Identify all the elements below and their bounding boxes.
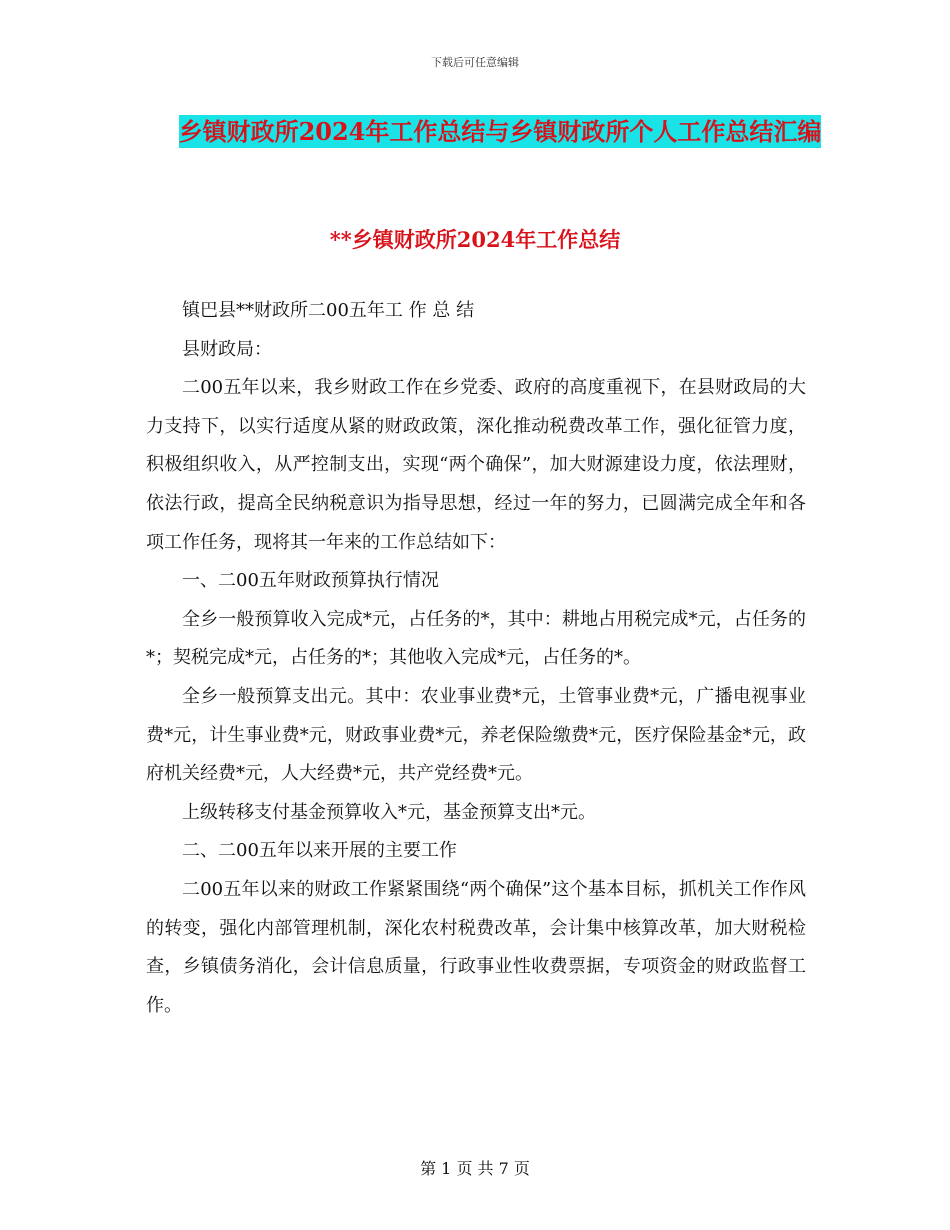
paragraph-heading-2: 二、二00五年以来开展的主要工作 bbox=[182, 840, 457, 862]
paragraph-expenditure: 全乡一般预算支出元。其中：农业事业费*元，土管事业费*元，广播电视事业费*元，计生事业费*元，财政事业费*元，养老保险缴费*元，医疗保险基金*元，政府机关经费*元，人大经费*元，共产党经费*元。 bbox=[146, 685, 806, 785]
body-text bbox=[146, 292, 806, 1025]
document-title bbox=[150, 110, 850, 154]
paragraph-transfer: 上级转移支付基金预算收入*元，基金预算支出*元。 bbox=[182, 801, 596, 823]
paragraph-subtitle: 镇巴县**财政所二00五年工 作 总 结 bbox=[182, 300, 475, 321]
paragraph-main-work: 二00五年以来的财政工作紧紧围绕“两个确保”这个基本目标，抓机关工作作风的转变，强化内部管理机制，深化农村税费改革，会计集中核算改革，加大财税检查，乡镇债务消化，会计信息质量，行政事业性收费票据，专项资金的财政监督工作。 bbox=[146, 878, 806, 1016]
document-title-text: 乡镇财政所2024年工作总结与乡镇财政所个人工作总结汇编 bbox=[178, 117, 822, 146]
paragraph-heading-1: 一、二00五年财政预算执行情况 bbox=[182, 570, 439, 592]
paragraph-intro: 二00五年以来，我乡财政工作在乡党委、政府的高度重视下，在县财政局的大力支持下，以实行适度从紧的财政政策，深化推动税费改革工作，强化征管力度，积极组织收入，从严控制支出，实现“两个确保”，加大财源建设力度，依法理财，依法行政，提高全民纳税意识为指导思想，经过一年的努力，已圆满完成全年和各项工作任务，现将其一年来的工作总结如下： bbox=[146, 377, 806, 553]
header-note: 下载后可任意编辑 bbox=[431, 56, 519, 69]
section-title: **乡镇财政所2024年工作总结 bbox=[329, 227, 621, 252]
paragraph-addressee: 县财政局： bbox=[182, 338, 272, 360]
paragraph-revenue: 全乡一般预算收入完成*元，占任务的*，其中：耕地占用税完成*元，占任务的*；契税完成*元，占任务的*；其他收入完成*元，占任务的*。 bbox=[146, 608, 806, 669]
page-footer: 第 1 页 共 7 页 bbox=[420, 1159, 530, 1178]
